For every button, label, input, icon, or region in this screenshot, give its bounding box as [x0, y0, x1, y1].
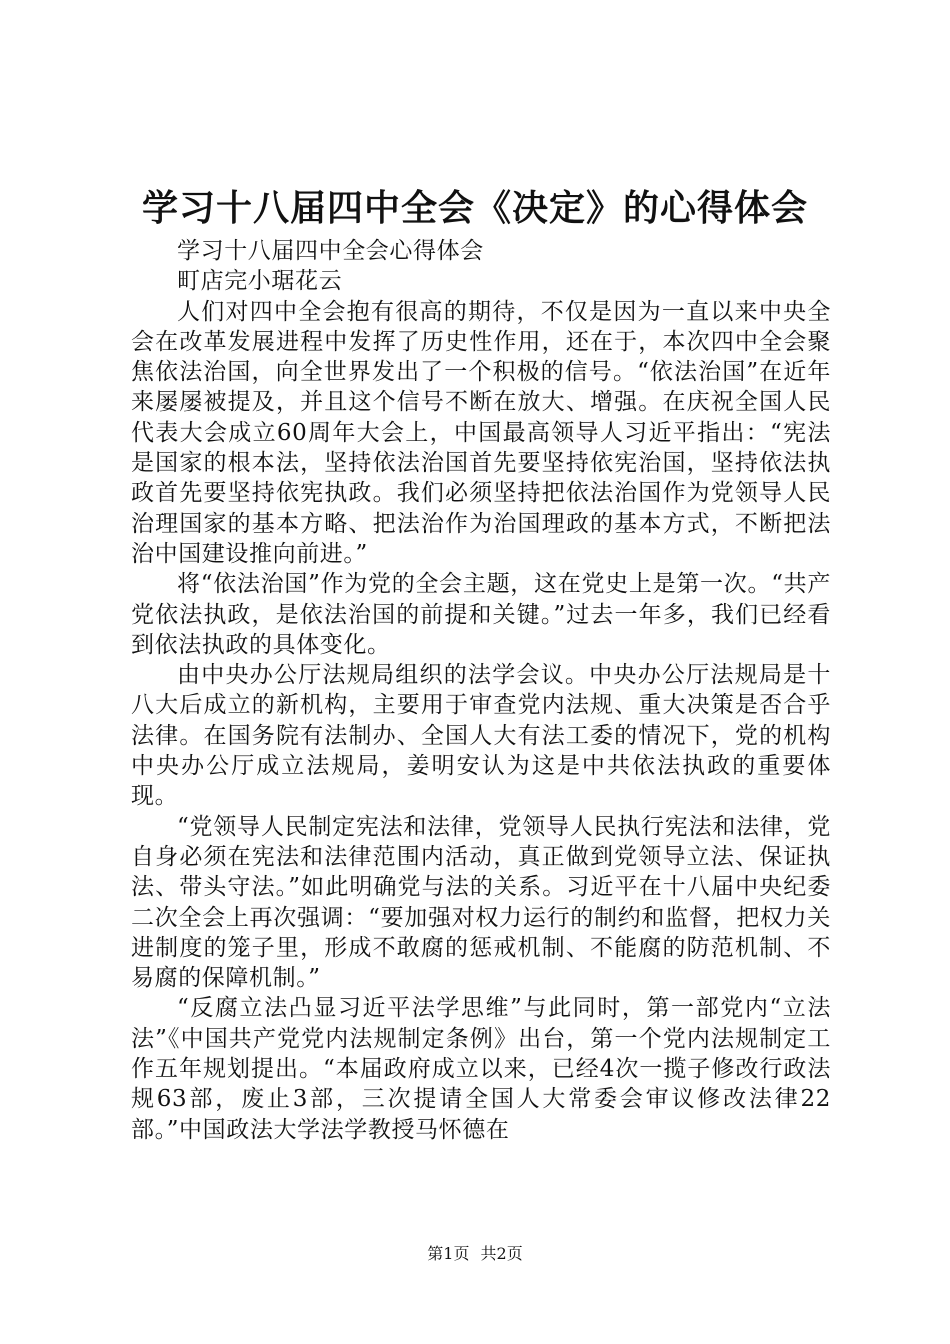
body-paragraph: “党领导人民制定宪法和法律，党领导人民执行宪法和法律，党自身必须在宪法和法律范围内活动，真正做到党领导立法、保证执法、带头守法。”如此明确党与法的关系。习近平在十八届中央纪委二次全会上再次强调：“要加强对权力运行的制约和监督，把权力关进制度的笼子里，形成不敢腐的惩戒机制、不能腐的防范机制、不易腐的保障机制。”	[131, 813, 831, 992]
document-body	[131, 236, 831, 1145]
body-paragraph: 人们对四中全会抱有很高的期待，不仅是因为一直以来中央全会在改革发展进程中发挥了历史性作用，还在于，本次四中全会聚焦依法治国，向全世界发出了一个积极的信号。“依法治国”在近年来屡屡被提及，并且这个信号不断在放大、增强。在庆祝全国人民代表大会成立60周年大会上，中国最高领导人习近平指出：“宪法是国家的根本法，坚持依法治国首先要坚持依宪治国，坚持依法执政首先要坚持依宪执政。我们必须坚持把依法治国作为党领导人民治理国家的基本方略、把法治作为治国理政的基本方式，不断把法治中国建设推向前进。”	[131, 298, 831, 567]
body-paragraph: “反腐立法凸显习近平法学思维”与此同时，第一部党内“立法法”《中国共产党党内法规制定条例》出台，第一个党内法规制定工作五年规划提出。“本届政府成立以来，已经4次一揽子修改行政法规63部，废止3部，三次提请全国人大常委会审议修改法律22部。”中国政法大学法学教授马怀德在	[131, 995, 831, 1143]
document-title: 学习十八届四中全会《决定》的心得体会	[141, 188, 808, 229]
document-author: 町店完小琚花云	[177, 268, 343, 295]
page-total: 共2页	[480, 1244, 523, 1263]
body-paragraph: 将“依法治国”作为党的全会主题，这在党史上是第一次。“共产党依法执政，是依法治国的前提和关键。”过去一年多，我们已经看到依法执政的具体变化。	[131, 571, 831, 658]
body-paragraph: 由中央办公厅法规局组织的法学会议。中央办公厅法规局是十八大后成立的新机构，主要用于审查党内法规、重大决策是否合乎法律。在国务院有法制办、全国人大有法工委的情况下，党的机构中央办公厅成立法规局，姜明安认为这是中共依法执政的重要体现。	[131, 662, 831, 810]
document-subtitle: 学习十八届四中全会心得体会	[177, 238, 484, 264]
page-footer	[0, 1244, 950, 1264]
page-number: 第1页	[427, 1244, 470, 1263]
